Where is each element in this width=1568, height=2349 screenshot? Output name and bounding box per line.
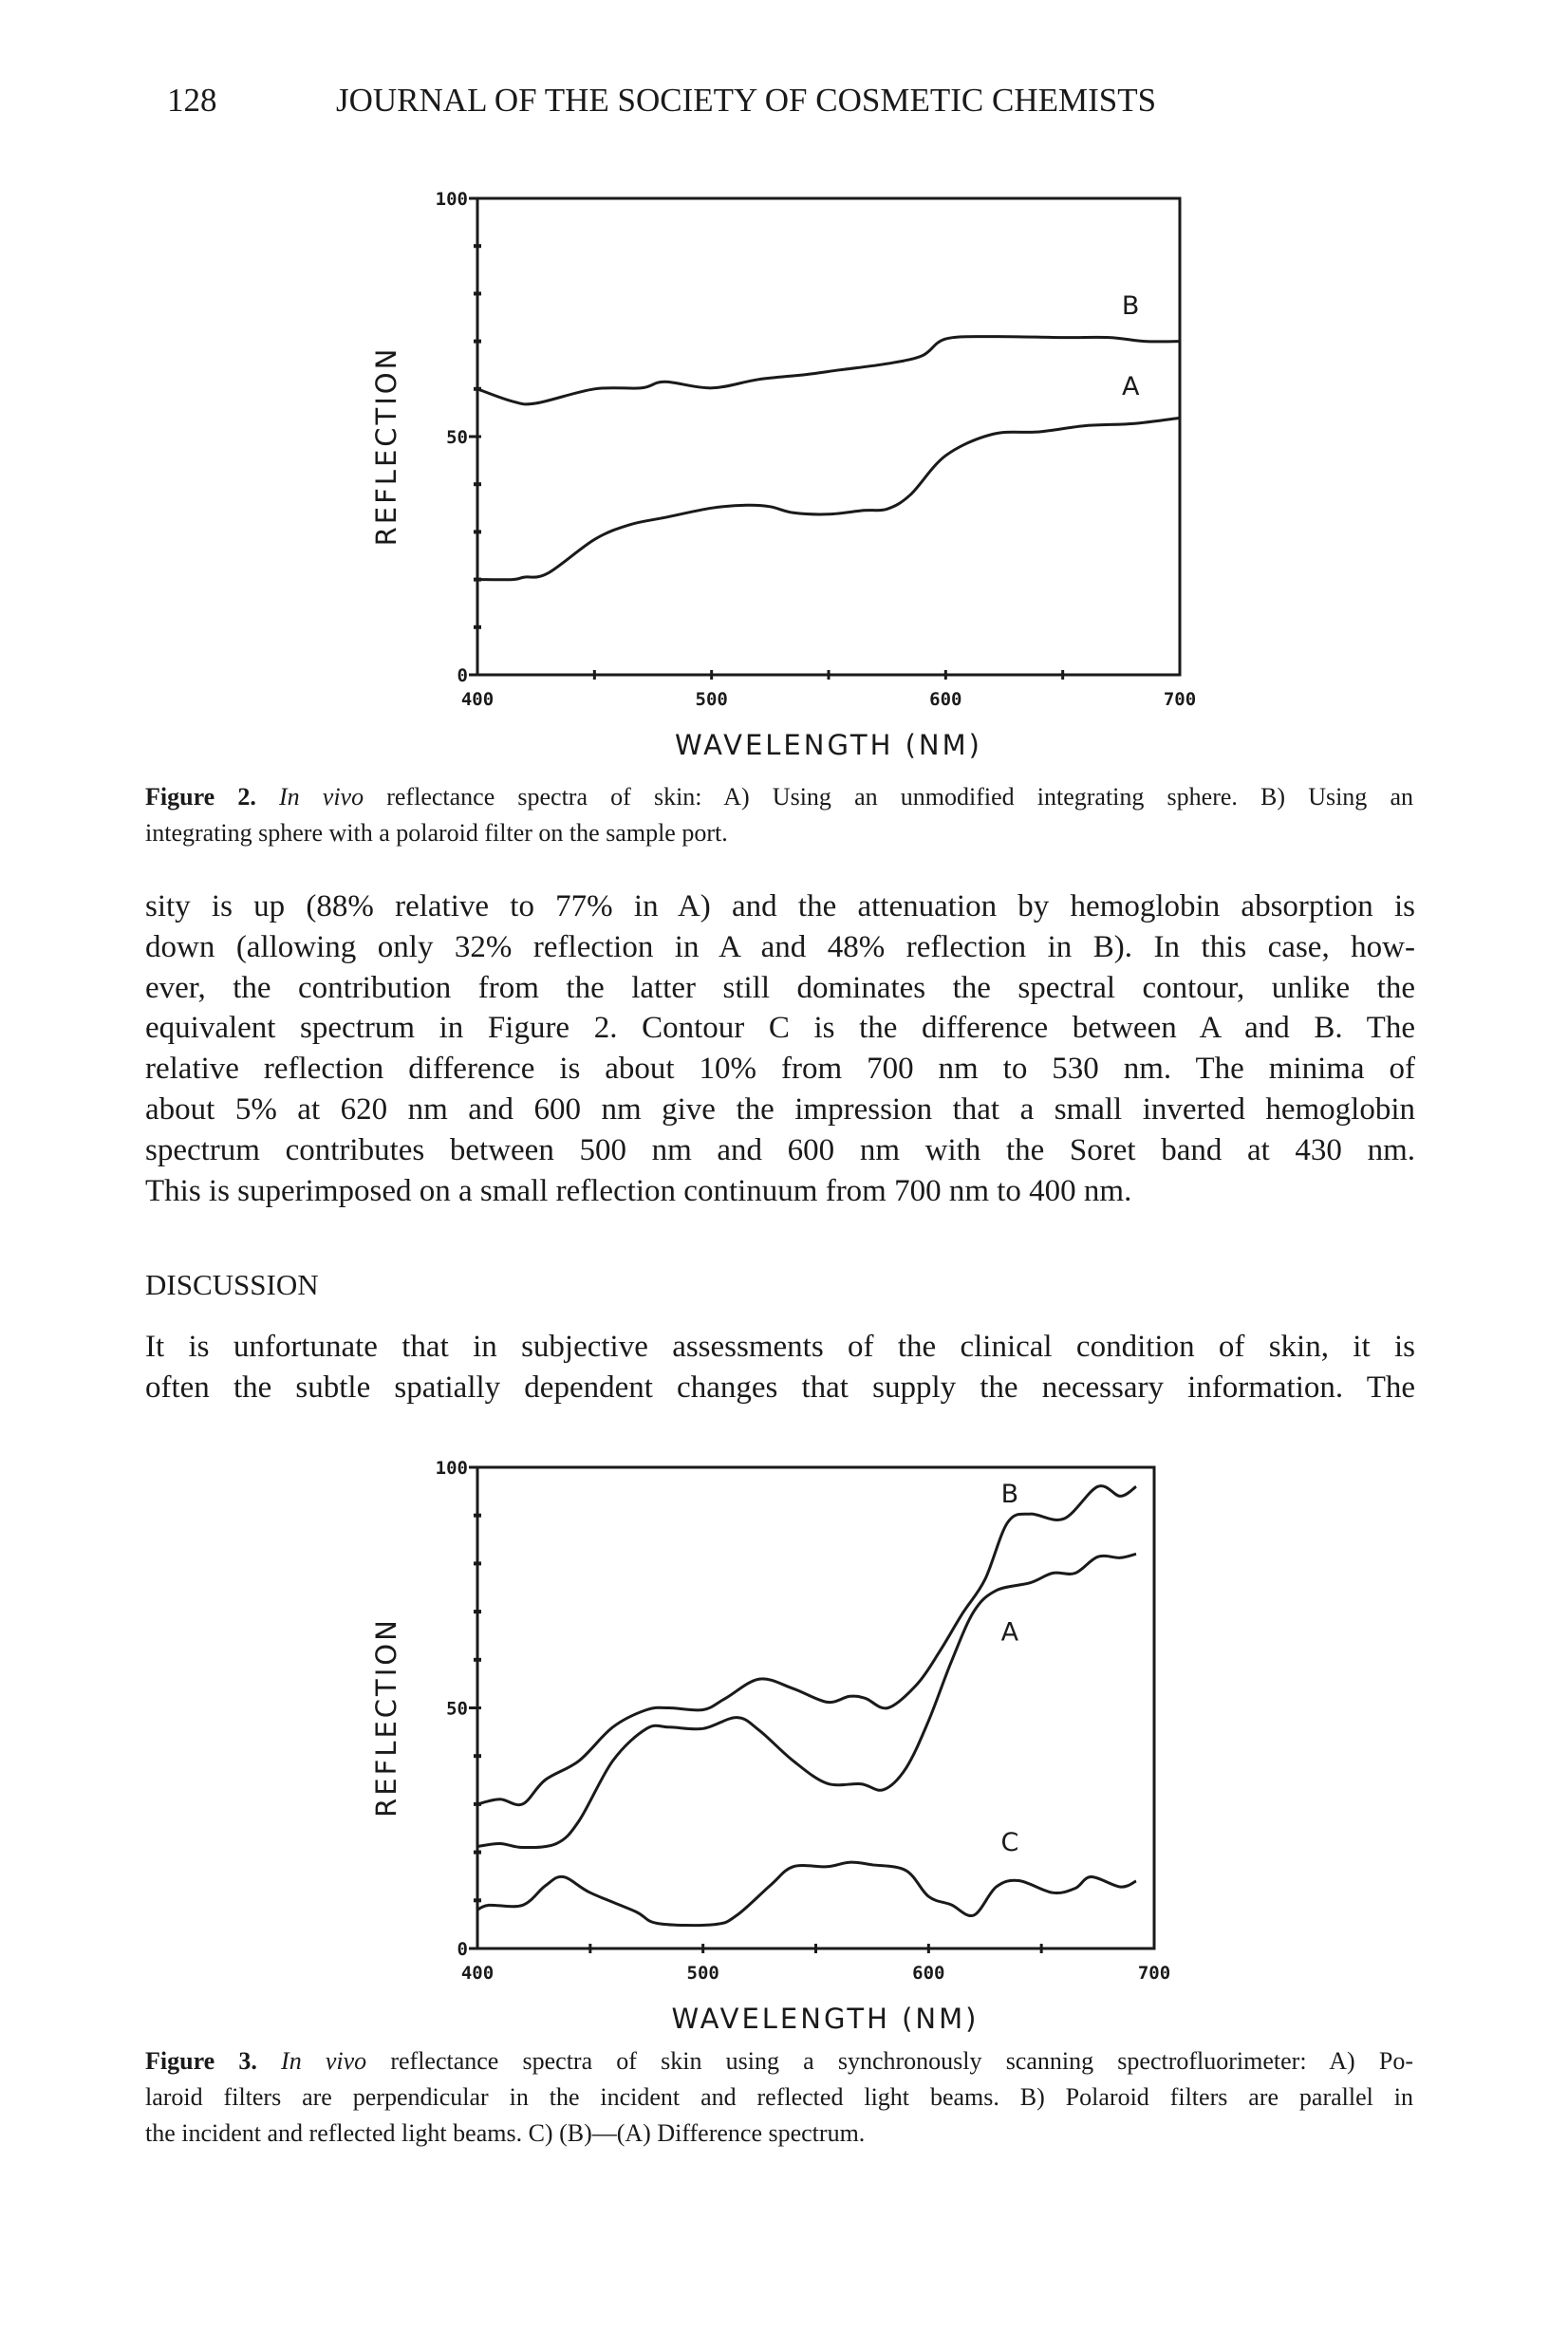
series-label-A: A [1121, 371, 1140, 401]
figure2-label: Figure 2. [145, 783, 256, 811]
figure2-caption-line: integrating sphere with a polaroid filter on the sample port. [145, 819, 728, 847]
figure3-label: Figure 3. [145, 2047, 257, 2075]
y-tick-label: 50 [446, 427, 468, 448]
figure2-caption-text: reflectance spectra of skin: A) Using an unmodified integrating sphere. B) Using an [364, 783, 1413, 811]
x-tick-label: 700 [1163, 689, 1197, 710]
body-line: often the subtle spatially dependent changes that supply the necessary information. The [145, 1370, 1415, 1405]
figure2-italic: In vivo [278, 783, 364, 811]
series-label-B: B [1121, 290, 1140, 321]
plot-frame [477, 198, 1180, 675]
y-tick-label: 0 [457, 1939, 468, 1960]
figure3-caption-line: the incident and reflected light beams. C) (B)—(A) Difference spectrum. [145, 2119, 866, 2147]
x-tick-label: 500 [686, 1963, 719, 1984]
series-label-C: C [1000, 1827, 1019, 1857]
chart-figure-2 [370, 189, 1196, 761]
y-tick-label: 50 [446, 1698, 468, 1720]
series-line-B [477, 337, 1180, 404]
y-tick-label: 100 [435, 1458, 468, 1479]
x-tick-label: 700 [1137, 1963, 1171, 1984]
x-tick-label: 600 [912, 1963, 945, 1984]
y-tick-label: 0 [457, 665, 468, 686]
figure3-italic: In vivo [281, 2047, 367, 2075]
figure2-caption [145, 779, 1413, 851]
figure3-caption [145, 2043, 1413, 2152]
series-line-C [477, 1862, 1136, 1925]
plot-frame [477, 1467, 1154, 1948]
series-line-A [477, 418, 1180, 579]
series-label-B: B [1000, 1479, 1019, 1509]
section-heading: DISCUSSION [145, 1268, 319, 1301]
body-line: ever, the contribution from the latter still dominates the spectral contour, unlike the [145, 970, 1415, 1005]
body-line: about 5% at 620 nm and 600 nm give the impression that a small inverted hemoglobin [145, 1091, 1415, 1127]
x-axis-label: WAVELENGTH (NM) [675, 729, 982, 761]
body-line: down (allowing only 32% reflection in A and 48% reflection in B). In this case, how- [145, 929, 1415, 964]
body-line: This is superimposed on a small reflection continuum from 700 nm to 400 nm. [145, 1173, 1132, 1208]
body-line: spectrum contributes between 500 nm and 600 nm with the Soret band at 430 nm. [145, 1132, 1415, 1167]
body-line: It is unfortunate that in subjective assessments of the clinical condition of skin, it is [145, 1330, 1415, 1364]
series-line-A [477, 1554, 1136, 1847]
x-axis-label: WAVELENGTH (NM) [671, 2003, 980, 2035]
y-tick-label: 100 [435, 189, 468, 210]
x-tick-label: 600 [929, 689, 962, 710]
series-label-A: A [1000, 1617, 1019, 1648]
figure3-caption-text: reflectance spectra of skin using a synchronously scanning spectrofluorimeter: A) Po- [366, 2047, 1413, 2075]
figure3-caption-line: laroid filters are perpendicular in the incident and reflected light beams. B) Polaroid filters are parallel in [145, 2083, 1413, 2111]
x-tick-label: 500 [695, 689, 728, 710]
x-tick-label: 400 [460, 1963, 495, 1984]
y-axis-label: REFLECTION [370, 345, 402, 547]
journal-title: JOURNAL OF THE SOCIETY OF COSMETIC CHEMISTS [336, 82, 1157, 119]
body-line: relative reflection difference is about 10% from 700 nm to 530 nm. The minima of [145, 1052, 1415, 1087]
body-line: equivalent spectrum in Figure 2. Contour C is the difference between A and B. The [145, 1011, 1415, 1046]
x-tick-label: 400 [460, 689, 495, 710]
y-axis-label: REFLECTION [370, 1617, 402, 1818]
body-paragraph [145, 886, 1415, 1211]
discussion-paragraph [145, 1327, 1415, 1408]
series-line-B [477, 1486, 1136, 1805]
body-line: sity is up (88% relative to 77% in A) and the attenuation by hemoglobin absorption is [145, 889, 1415, 923]
chart-figure-3 [370, 1458, 1170, 2035]
page-number: 128 [167, 82, 217, 119]
